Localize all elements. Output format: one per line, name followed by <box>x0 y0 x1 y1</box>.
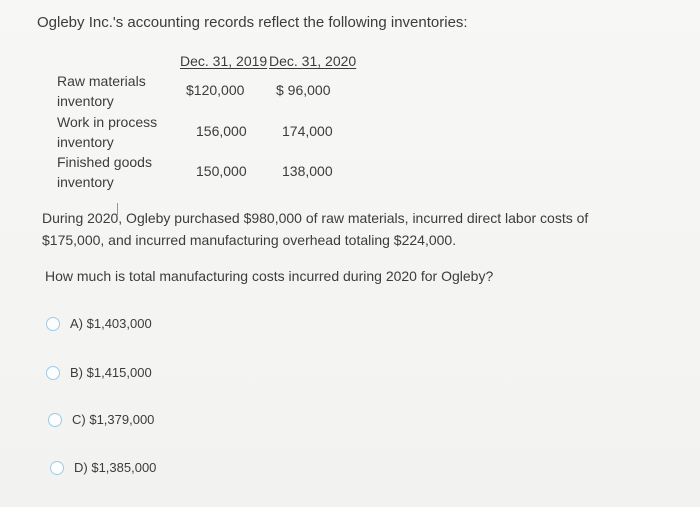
cell-finished-goods-2020: 138,000 <box>282 163 333 179</box>
choice-c-value: $1,379,000 <box>89 412 155 427</box>
choice-d[interactable] <box>50 460 156 475</box>
choice-c-letter: C) <box>72 412 86 427</box>
choice-d-letter: D) <box>74 460 88 475</box>
cell-raw-materials-2019: $120,000 <box>186 82 245 98</box>
intro-text: Ogleby Inc.'s accounting records reflect the following inventories: <box>37 14 468 31</box>
radio-button-icon[interactable] <box>46 317 60 331</box>
radio-button-icon[interactable] <box>48 413 62 427</box>
choice-c[interactable] <box>48 412 154 427</box>
choice-d-value: $1,385,000 <box>91 460 157 475</box>
radio-button-icon[interactable] <box>46 366 60 380</box>
choice-a[interactable] <box>46 316 152 331</box>
question-text: How much is total manufacturing costs incurred during 2020 for Ogleby? <box>45 268 494 284</box>
choice-a-letter: A) <box>70 316 83 331</box>
column-header-2019: Dec. 31, 2019 <box>180 53 268 69</box>
choice-a-label <box>70 316 152 331</box>
choice-b-letter: B) <box>70 365 83 380</box>
radio-button-icon[interactable] <box>50 461 64 475</box>
cell-finished-goods-2019: 150,000 <box>196 163 247 179</box>
choice-d-label <box>74 460 156 475</box>
choice-b-label <box>70 365 152 380</box>
choice-b[interactable] <box>46 365 152 380</box>
row-label-work-in-process: Work in process inventory <box>57 114 158 150</box>
row-label-raw-materials: Raw materials inventory <box>57 73 146 109</box>
choice-a-value: $1,403,000 <box>86 316 152 331</box>
choice-b-value: $1,415,000 <box>86 365 152 380</box>
problem-paragraph: During 2020, Ogleby purchased $980,000 of raw materials, incurred direct labor costs of $175,000, and incurred manufacturing overhead totaling $224,000. <box>42 210 589 248</box>
row-label-finished-goods: Finished goods inventory <box>57 154 152 190</box>
cell-raw-materials-2020: $ 96,000 <box>276 82 331 98</box>
cell-work-in-process-2019: 156,000 <box>196 123 247 139</box>
cell-work-in-process-2020: 174,000 <box>282 123 333 139</box>
choice-c-label <box>72 412 154 427</box>
column-header-2020: Dec. 31, 2020 <box>269 53 357 69</box>
